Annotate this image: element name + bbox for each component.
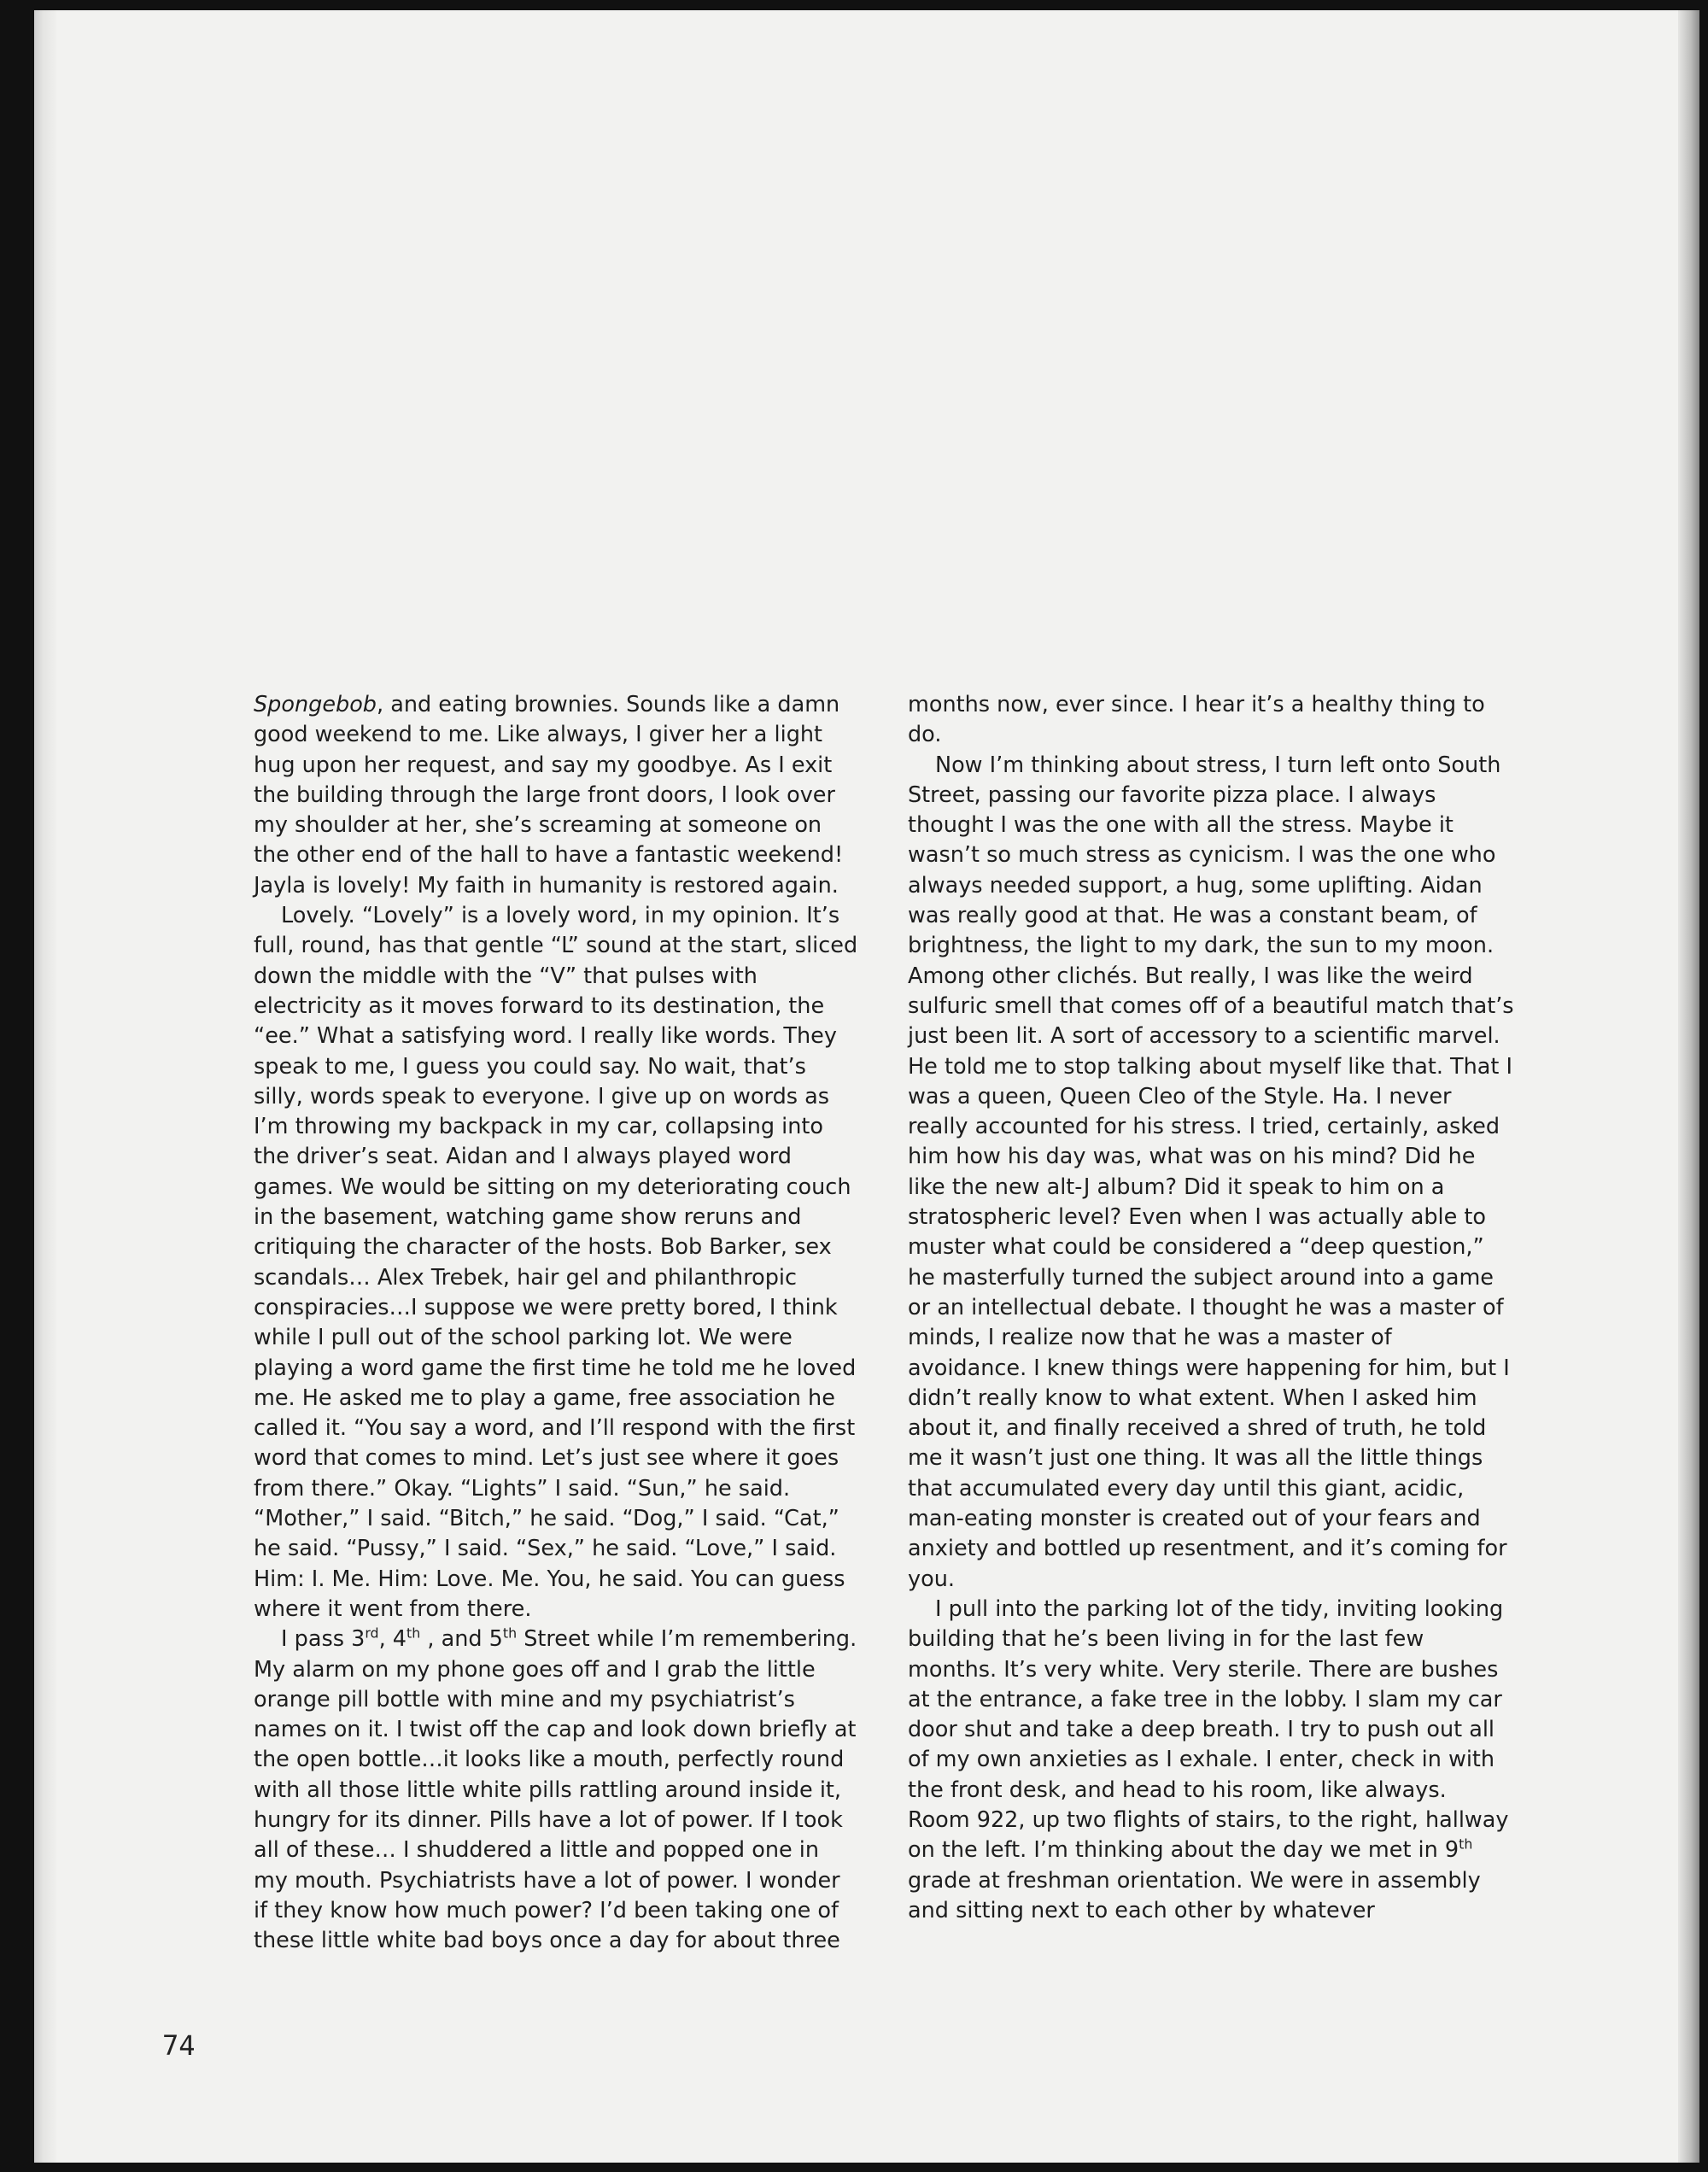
paragraph: Now I’m thinking about stress, I turn left onto South Street, passing our favorite pizza place. I always thought I was the one with all the stress. Maybe it wasn’t so much stress as cynicism. I was the one who always needed support, a hug, some uplifting. Aidan was really good at that. He was a constant beam, of brightness, the light to my dark, the sun to my moon. Among other clichés. But really, I was like the weird sulfuric smell that comes off of a beautiful match that’s just been lit. A sort of accessory to a scientific marvel. He told me to stop talking about myself like that. That I was a queen, Queen Cleo of the Style. Ha. I never really accounted for his stress. I tried, certainly, asked him how his day was, what was on his mind? Did he like the new alt-J album? Did it speak to him on a stratospheric level? Even when I was actually able to muster what could be considered a “deep question,” he masterfully turned the subject around into a game or an intellectual debate. I thought he was a master of minds, I realize now that he was a master of avoidance. I knew things were happening for him, but I didn’t really know to what extent. When I asked him about it, and finally received a shred of truth, he told me it wasn’t just one thing. It was all the little things that accumulated every day until this giant, acidic, man-eating monster is created out of your fears and anxiety and bottled up resentment, and it’s coming for you.: [908, 752, 1514, 1592]
page-edge: [1678, 10, 1699, 2163]
show-through-heading-left: [252, 249, 278, 299]
paragraph: I pull into the parking lot of the tidy, inviting looking building that he’s been living in for the last few months. It’s very white. Very sterile. There are bushes at the entrance, a fake tree in the lobby. I slam my car door shut and take a deep breath. I try to push out all of my own anxieties as I exhale. I enter, check in with the front desk, and head to his room, like always. Room 922, up two flights of stairs, to the right, hallway on the left. I’m thinking about the day we met in 9th grade at freshman orientation. We were in assembly and sitting next to each other by whatever: [908, 1595, 1509, 1923]
paragraph: Spongebob, and eating brownies. Sounds like a damn good weekend to me. Like always, I giver her a light hug upon her request, and say my goodbye. As I exit the building through the large front doors, I look over my shoulder at her, she’s screaming at someone on the other end of the hall to have a fantastic weekend! Jayla is lovely! My faith in humanity is restored again.: [254, 692, 844, 899]
paragraph: Lovely. “Lovely” is a lovely word, in my opinion. It’s full, round, has that gentle “L” sound at the start, sliced down the middle with the “V” that pulses with electricity as it moves forward to its destination, the “ee.” What a satisfying word. I really like words. They speak to me, I guess you could say. No wait, that’s silly, words speak to everyone. I give up on words as I’m throwing my backpack in my car, collapsing into the driver’s seat. Aidan and I always played word games. We would be sitting on my deteriorating couch in the basement, watching game show reruns and critiquing the character of the hosts. Bob Barker, sex scandals… Alex Trebek, hair gel and philanthropic conspiracies…I suppose we were pretty bored, I think while I pull out of the school parking lot. We were playing a word game the first time he told me he loved me. He asked me to play a game, free association he called it. “You say a word, and I’ll respond with the first word that comes to mind. Let’s just see where it goes from there.” Okay. “Lights” I said. “Sun,” he said. “Mother,” I said. “Bitch,” he said. “Dog,” I said. “Cat,” he said. “Pussy,” I said. “Sex,” he said. “Love,” I said. Him: I. Me. Him: Love. Me. You, he said. You can guess where it went from there.: [254, 903, 858, 1622]
show-through-heading-right: [1315, 249, 1341, 299]
page-gutter-shadow: [34, 10, 56, 2163]
paragraph: I pass 3rd, 4th , and 5th Street while I’m remembering. My alarm on my phone goes off and I grab the little orange pill bottle with mine and my psychiatrist’s names on it. I twist off the cap and look down briefly at the open bottle…it looks like a mouth, perfectly round with all those little white pills rattling around inside it, hungry for its dinner. Pills have a lot of power. If I took all of these… I shuddered a little and popped one in my mouth. Psychiatrists have a lot of power. I wonder if they know how much power? I’d been taking one of these little white bad boys once a day for about three: [254, 1625, 857, 1954]
paragraph: months now, ever since. I hear it’s a healthy thing to do.: [908, 692, 1485, 748]
page-number: 74: [162, 2029, 196, 2062]
left-text-column: [254, 690, 860, 1956]
right-text-column: [908, 690, 1514, 1926]
